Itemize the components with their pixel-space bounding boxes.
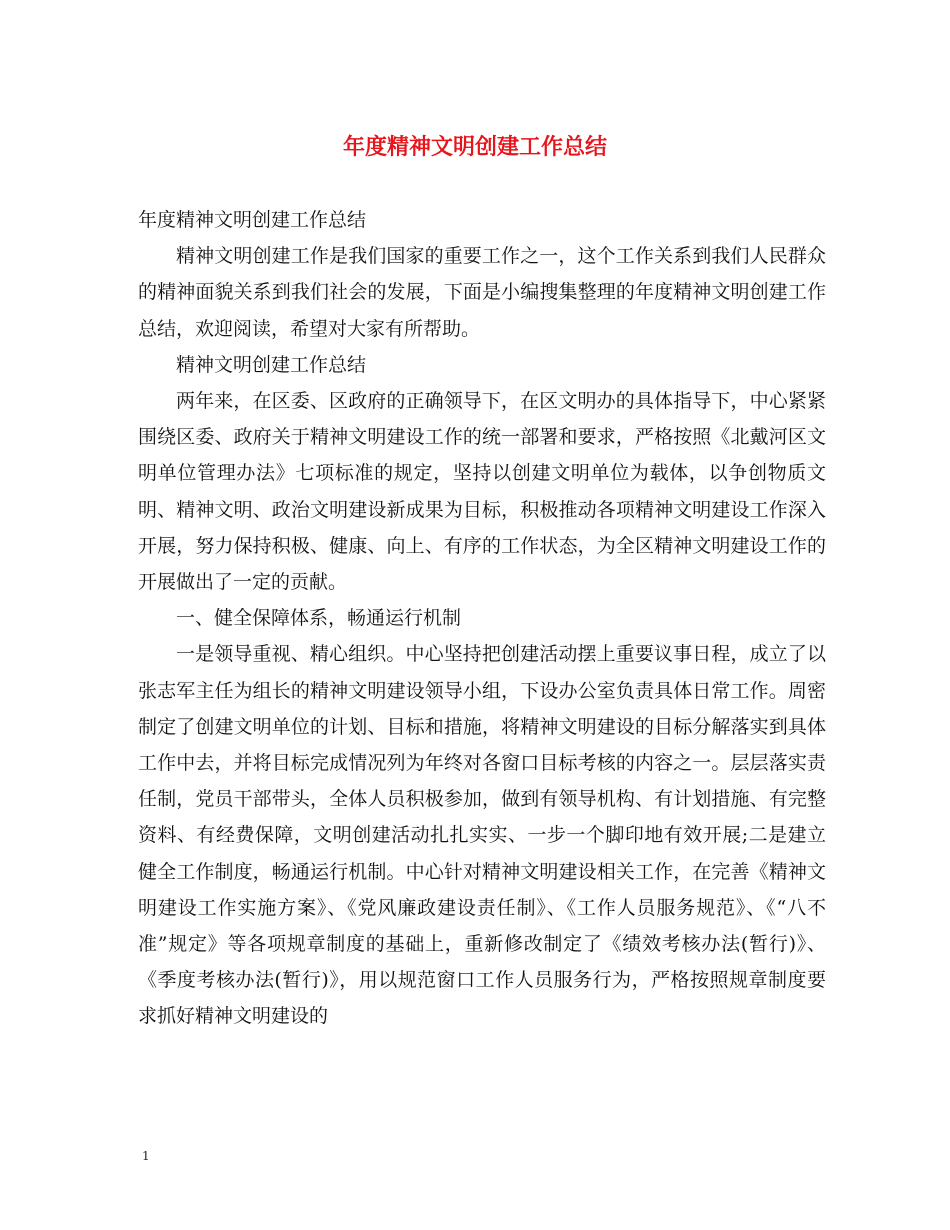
paragraph-heading-one: 一、健全保障体系，畅通运行机制	[176, 607, 462, 630]
paragraph-details: 一是领导重视、精心组织。中心坚持把创建活动摆上重要议事日程，成立了以张志军主任为组长的精神文明建设领导小组，下设办公室负责具体日常工作。周密制定了创建文明单位的计划、目标和措施，将精神文明建设的目标分解落实到具体工作中去，并将目标完成情况列为年终对各窗口目标考核的内容之一。层层落实责任制，党员干部带头，全体人员积极参加，做到有领导机构、有计划措施、有完整资料、有经费保障，文明创建活动扎扎实实、一步一个脚印地有效开展;二是建立健全工作制度，畅通运行机制。中心针对精神文明建设相关工作，在完善《精神文明建设工作实施方案》、《党风廉政建设责任制》、《工作人员服务规范》、《“八不准”规定》等各项规章制度的基础上，重新修改制定了《绩效考核办法(暂行)》、《季度考核办法(暂行)》，用以规范窗口工作人员服务行为，严格按照规章制度要求抓好精神文明建设的	[138, 643, 826, 1028]
paragraph-subtitle: 年度精神文明创建工作总结	[138, 209, 367, 231]
paragraph-section-heading: 精神文明创建工作总结	[176, 353, 367, 376]
paragraph-overview: 两年来，在区委、区政府的正确领导下，在区文明办的具体指导下，中心紧紧围绕区委、政府关于精神文明建设工作的统一部署和要求，严格按照《北戴河区文明单位管理办法》七项标准的规定，坚持以创建文明单位为载体，以争创物质文明、精神文明、政治文明建设新成果为目标，积极推动各项精神文明建设工作深入开展，努力保持积极、健康、向上、有序的工作状态，为全区精神文明建设工作的开展做出了一定的贡献。	[138, 390, 826, 594]
document-body	[138, 202, 826, 1035]
paragraph-intro: 精神文明创建工作是我们国家的重要工作之一，这个工作关系到我们人民群众的精神面貌关系到我们社会的发展，下面是小编搜集整理的年度精神文明创建工作总结，欢迎阅读，希望对大家有所帮助。	[138, 245, 826, 340]
document-title: 年度精神文明创建工作总结	[342, 135, 607, 160]
page-number: 1	[142, 1149, 150, 1163]
